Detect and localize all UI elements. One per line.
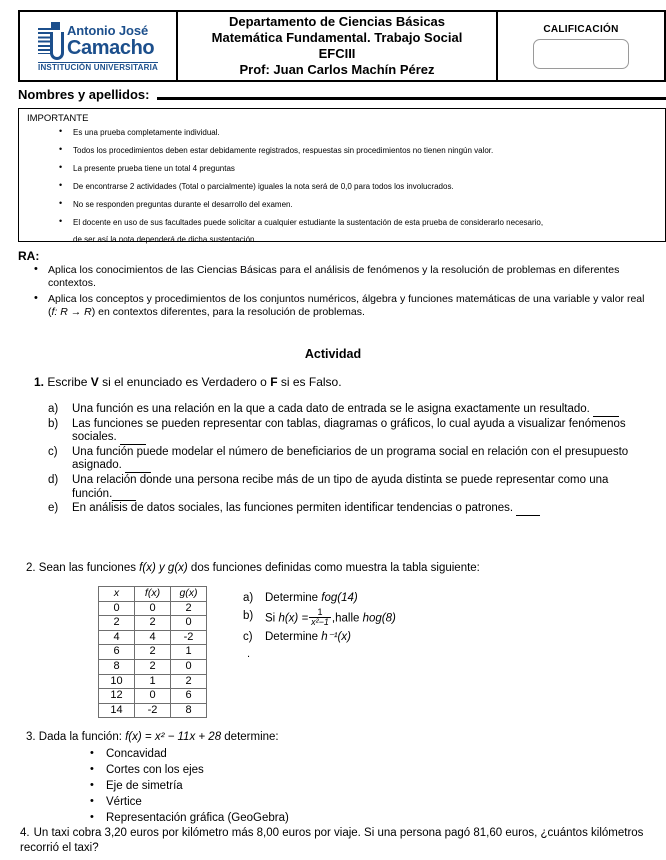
item-text: En análisis de datos sociales, las funciones permiten identificar tendencias o patrones. [72,502,514,515]
cell-fx: 2 [135,659,171,674]
item-text: Las funciones se pueden representar con tablas, diagramas o gráficos, lo cual ayuda a visualizar fenómenos sociales. [72,417,626,444]
cell-fx: 4 [135,630,171,645]
table-row [99,630,207,645]
question-2-y: y [155,562,168,574]
question-1-text-pre: Escribe [47,375,91,389]
table-row [99,616,207,631]
question-1-f: F [270,375,278,389]
grade-section [498,12,664,80]
list-item: • La presente prueba tiene un total 4 preguntas [27,163,659,174]
column-header-fx: f(x) [135,587,171,602]
list-item [48,418,648,445]
important-notice-box [18,108,666,242]
cell-x: 14 [99,703,135,718]
item-text-2: ,halle [331,612,360,625]
cell-gx: 2 [171,674,207,689]
cell-gx: 0 [171,616,207,631]
header-title-line-3: EFCIII [318,46,356,61]
cell-gx: 1 [171,645,207,660]
question-1-items [48,403,648,517]
cell-x: 8 [99,659,135,674]
activity-heading: Actividad [304,347,362,361]
item-math: h⁻¹(x) [321,630,351,643]
list-item [48,502,648,516]
question-4-text: Un taxi cobra 3,20 euros por kilómetro más 8,00 euros por viaje. Si una persona pagó 81,60 euros, ¿cuántos kilómetros recorrió el taxi? [20,827,644,854]
cell-gx: 6 [171,689,207,704]
question-4-prompt [20,826,660,855]
question-3-prompt [26,730,279,744]
table-row [99,703,207,718]
item-letter: d) [48,473,59,486]
question-1-number: 1. [34,375,45,389]
header-title-line-2: Matemática Fundamental. Trabajo Social [211,30,463,45]
ra-heading: RA: [18,249,40,263]
list-item [27,217,659,245]
question-1-text-mid: si el enunciado es Verdadero o [98,375,271,389]
list-item [18,293,646,319]
question-3-items [86,746,289,826]
list-item: • Vértice [86,794,289,810]
item-letter: c) [48,445,58,458]
question-2-prompt [26,561,480,575]
ra-item-2-pre: Aplica los conceptos y procedimientos de los conjuntos numéricos, álgebra y funciones matemáticas de una variable y valor real ( [48,293,645,318]
table-row [99,674,207,689]
table-row [99,645,207,660]
question-4-number: 4. [20,827,30,839]
list-item [243,608,543,628]
cell-gx: 2 [171,601,207,616]
list-item: • Todos los procedimientos deben estar debidamente registrados, respuestas sin procedimientos no tienen ningún valor. [27,145,659,156]
university-u-logo-icon [38,21,64,61]
cell-gx: 0 [171,659,207,674]
cell-fx: 2 [135,616,171,631]
column-header-x: x [99,587,135,602]
header-title-line-1: Departamento de Ciencias Básicas [228,14,446,29]
fraction [309,608,331,628]
institution-logo [20,12,178,80]
cell-x: 2 [99,616,135,631]
list-item: • Eje de simetría [86,778,289,794]
question-1-prompt [34,375,342,390]
question-3-math: f(x) = x² − 11x + 28 [125,731,222,743]
answer-blank[interactable] [593,416,619,417]
list-item [243,590,543,607]
answer-blank[interactable] [516,515,540,516]
cell-gx: 8 [171,703,207,718]
question-1-text-post: si es Falso. [277,375,342,389]
logo-subtitle: INSTITUCIÓN UNIVERSITARIA [38,62,158,72]
header-title-block [178,12,498,80]
table-header-row [99,587,207,602]
list-item [48,403,648,417]
list-item: • Representación gráfica (GeoGebra) [86,810,289,826]
stray-period-mark: . [247,648,251,660]
question-3-text-pre: Dada la función: [38,731,126,743]
important-last-line-2: de ser así la nota dependerá de dicha sustentación. [73,235,257,244]
header-title-line-4: Prof: Juan Carlos Machín Pérez [239,62,435,77]
grade-input-box[interactable] [533,39,629,69]
cell-x: 12 [99,689,135,704]
list-item: • Concavidad [86,746,289,762]
answer-blank[interactable] [112,500,136,501]
student-name-row [18,84,666,102]
cell-gx: -2 [171,630,207,645]
student-name-label: Nombres y apellidos: [18,87,150,102]
item-text: Una función es una relación en la que a cada dato de entrada se le asigna exactamente un resultado. [72,403,590,415]
important-last-line-1: El docente en uso de sus facultades puede solicitar a cualquier estudiante la sustentación de esta prueba de considerarlo necesario, [73,218,544,227]
document-header [18,10,666,82]
list-item: • Cortes con los ejes [86,762,289,778]
list-item: • Aplica los conocimientos de las Ciencias Básicas para el análisis de fenómenos y la resolución de problemas en diferentes contextos. [18,264,646,290]
list-item [243,629,543,646]
question-3-number: 3. [26,731,36,743]
fraction-numerator: 1 [309,608,331,618]
answer-blank[interactable] [120,444,146,445]
student-name-input-line[interactable] [157,97,666,100]
ra-item-2-math: f: R → R [51,306,92,318]
cell-x: 10 [99,674,135,689]
item-letter: a) [243,592,254,604]
item-text: Si [265,612,276,625]
item-math: h(x) = [278,612,309,625]
logo-name-line-2: Camacho [67,36,155,59]
item-math: fog(14) [321,592,358,604]
cell-x: 4 [99,630,135,645]
cell-fx: 2 [135,645,171,660]
question-2-text-pre: Sean las funciones [38,562,140,574]
question-2-items [243,590,543,660]
table-row [99,601,207,616]
item-text: Determine [265,630,319,643]
item-text: Determine [265,592,319,604]
list-item [48,446,648,473]
ra-list [18,264,646,322]
ra-item-2-post: ) en contextos diferentes, para la resolución de problemas. [91,306,365,318]
item-text: Una relación donde una persona recibe más de un tipo de ayuda distinta se puede representar como una función. [72,473,609,500]
item-letter: b) [48,417,59,430]
important-title: IMPORTANTE [27,113,89,124]
item-letter: a) [48,403,59,415]
item-math-2: hog(8) [362,612,396,625]
fraction-denominator: x²−1 [311,617,329,628]
question-2-text-post: dos funciones definidas como muestra la tabla siguiente: [187,562,480,574]
list-item [48,474,648,501]
cell-x: 0 [99,601,135,616]
item-letter: e) [48,502,59,515]
question-2-g: g(x) [167,562,188,574]
table-row [99,659,207,674]
list-item: • De encontrarse 2 actividades (Total o parcialmente) iguales la nota será de 0,0 para todos los involucrados. [27,181,659,192]
list-item: • Es una prueba completamente individual. [27,127,659,138]
cell-fx: 0 [135,689,171,704]
item-text: Una función puede modelar el número de beneficiarios de un programa social en relación con el presupuesto asignado. [72,445,629,472]
item-letter: b) [243,610,254,622]
grade-label: CALIFICACIÓN [543,23,619,35]
table-row [99,689,207,704]
cell-fx: -2 [135,703,171,718]
question-2-number: 2. [26,562,36,574]
important-list [27,127,659,245]
cell-fx: 0 [135,601,171,616]
logo-name-line-1: Antonio José [67,22,149,38]
answer-blank[interactable] [125,472,151,473]
column-header-gx: g(x) [171,587,207,602]
list-item: • No se responden preguntas durante el desarrollo del examen. [27,199,659,210]
cell-fx: 1 [135,674,171,689]
question-1-v: V [90,375,99,389]
function-values-table [98,586,207,718]
item-letter: c) [243,630,253,643]
question-2-f: f(x) [139,562,156,574]
cell-x: 6 [99,645,135,660]
question-3-text-post: determine: [221,731,279,743]
